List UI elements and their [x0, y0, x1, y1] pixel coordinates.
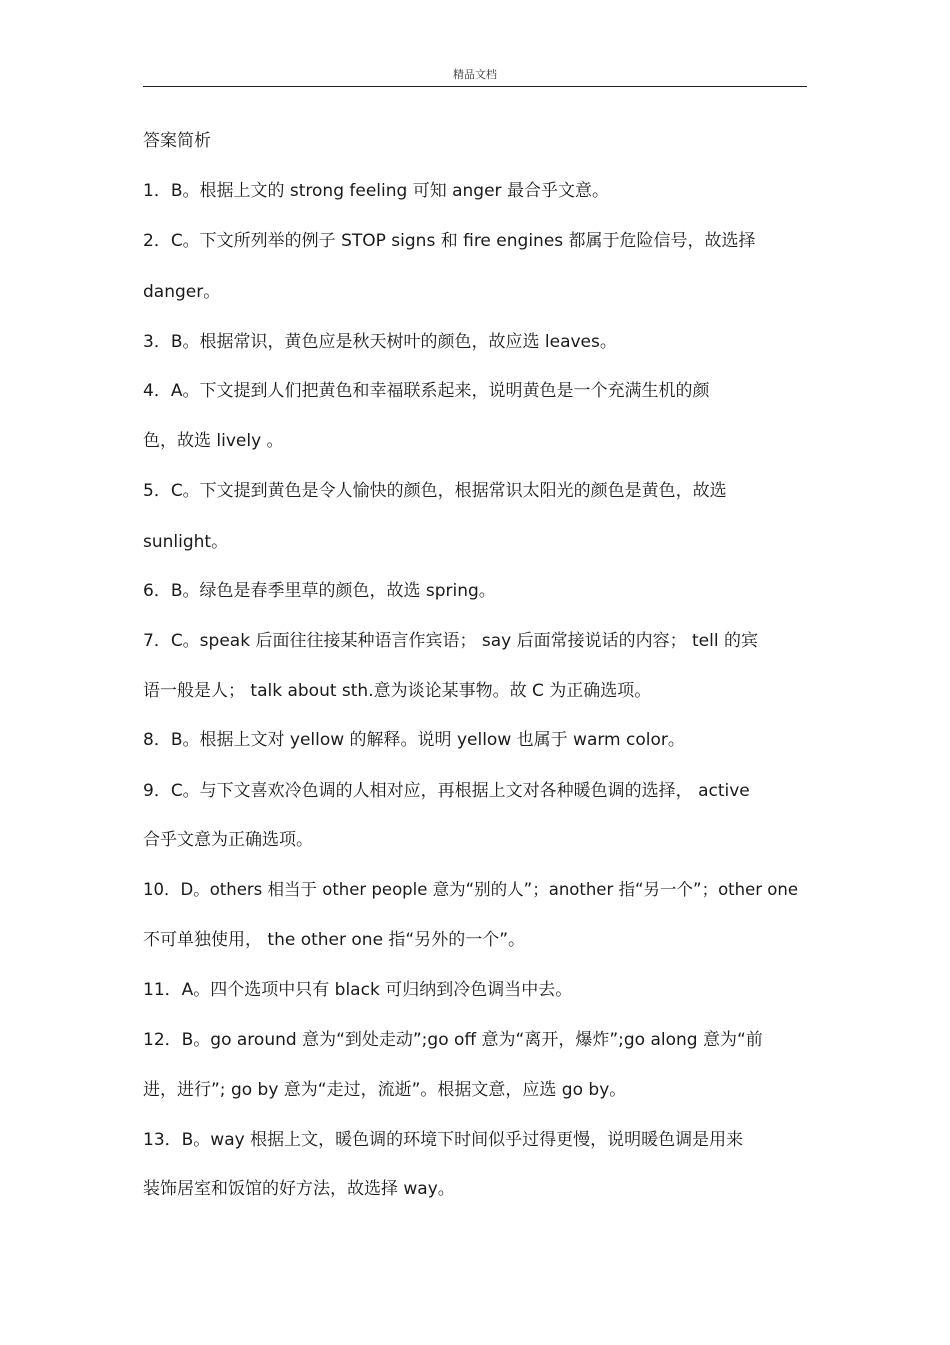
answer-line: 12．B。go around 意为“到处走动”;go off 意为“离开，爆炸”;go along 意为“前: [143, 1030, 763, 1050]
answer-line: 6．B。绿色是春季里草的颜色，故选 spring。: [143, 581, 496, 601]
answer-line: 7．C。speak 后面往往接某种语言作宾语； say 后面常接说话的内容； tell 的宾: [143, 631, 758, 651]
answer-line: 11．A。四个选项中只有 black 可归纳到冷色调当中去。: [143, 980, 573, 1000]
answer-line: 4．A。下文提到人们把黄色和幸福联系起来，说明黄色是一个充满生机的颜: [143, 381, 710, 401]
answer-line: danger。: [143, 282, 221, 302]
answer-line: 语一般是人； talk about sth.意为谈论某事物。故 C 为正确选项。: [143, 681, 652, 701]
answer-line: 不可单独使用， the other one 指“另外的一个”。: [143, 930, 526, 950]
header-divider: [143, 86, 807, 87]
answer-line: 3．B。根据常识，黄色应是秋天树叶的颜色，故应选 leaves。: [143, 332, 617, 352]
answer-line: 合乎文意为正确选项。: [143, 830, 313, 850]
answer-line: 进，进行”; go by 意为“走过，流逝”。根据文意，应选 go by。: [143, 1080, 627, 1100]
answer-line: 9．C。与下文喜欢冷色调的人相对应，再根据上文对各种暖色调的选择， active: [143, 781, 750, 801]
answer-line: 13．B。way 根据上文，暖色调的环境下时间似乎过得更慢，说明暖色调是用来: [143, 1130, 744, 1150]
answer-line: 8．B。根据上文对 yellow 的解释。说明 yellow 也属于 warm color。: [143, 730, 685, 750]
answer-line: 色，故选 lively 。: [143, 431, 284, 451]
answer-line: 2．C。下文所列举的例子 STOP signs 和 fire engines 都属于危险信号，故选择: [143, 231, 756, 251]
answer-line: 装饰居室和饭馆的好方法，故选择 way。: [143, 1179, 455, 1199]
section-title: 答案简析: [143, 131, 211, 151]
page-header: 精品文档: [453, 68, 497, 81]
answer-line: sunlight。: [143, 532, 229, 552]
answer-line: 10．D。others 相当于 other people 意为“别的人”；another 指“另一个”；other one: [143, 880, 798, 899]
answer-line: 5．C。下文提到黄色是令人愉快的颜色，根据常识太阳光的颜色是黄色，故选: [143, 481, 727, 501]
answer-line: 1．B。根据上文的 strong feeling 可知 anger 最合乎文意。: [143, 181, 609, 201]
